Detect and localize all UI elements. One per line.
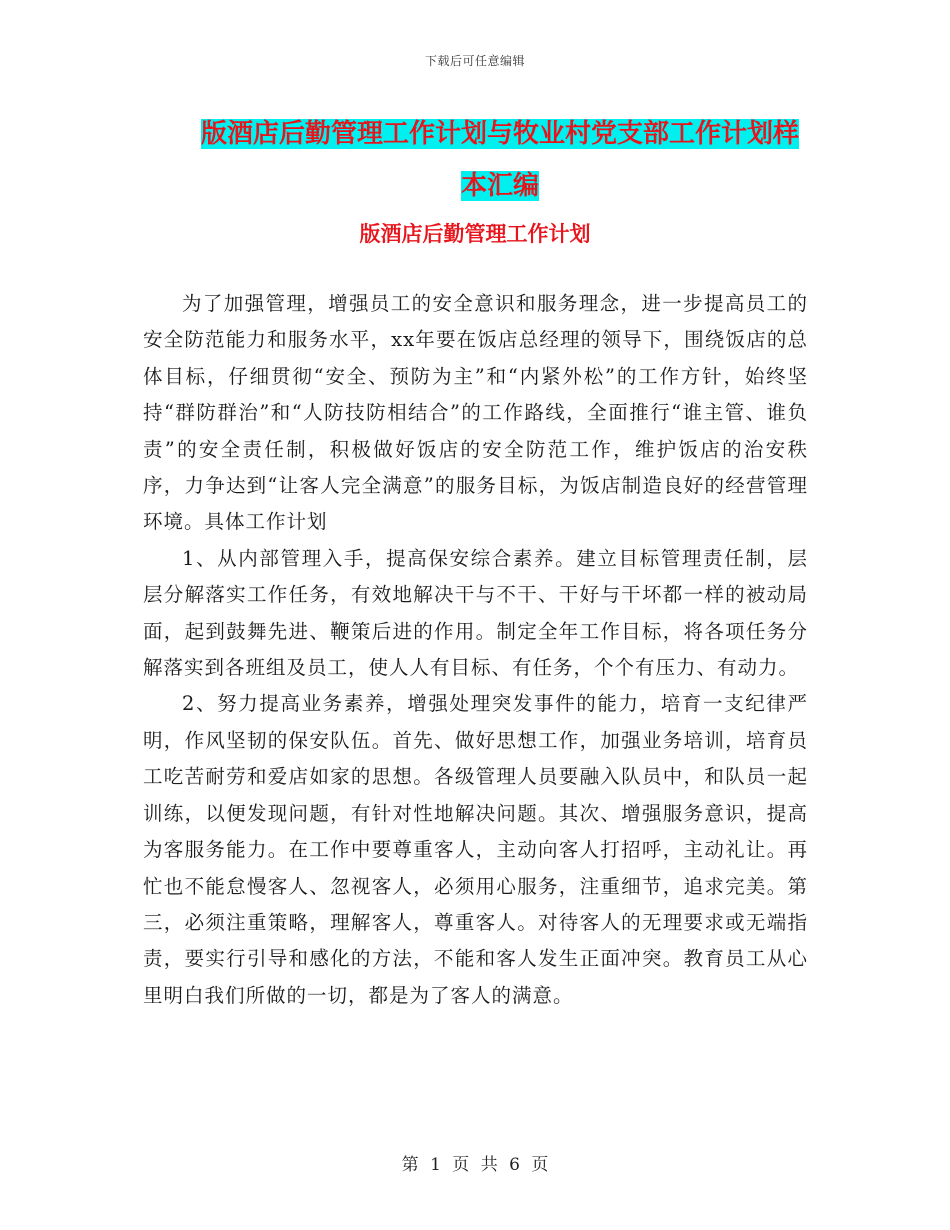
- section-title: 版酒店后勤管理工作计划: [359, 222, 591, 246]
- page-header-note: 下载后可任意编辑: [424, 54, 525, 68]
- document-title-text: 版酒店后勤管理工作计划与牧业村党支部工作计划样本汇编: [200, 119, 799, 201]
- document-title: [190, 108, 810, 212]
- paragraph-intro: 为了加强管理，增强员工的安全意识和服务理念，进一步提高员工的安全防范能力和服务水平，xx年要在饭店总经理的领导下，围绕饭店的总体目标，仔细贯彻“安全、预防为主”和“内紧外松”的工作方针，始终坚持“群防群治”和“人防技防相结合”的工作路线，全面推行“谁主管、谁负责”的安全责任制，积极做好饭店的安全防范工作，维护饭店的治安秩序，力争达到“让客人完全满意”的服务目标，为饭店制造良好的经营管理环境。具体工作计划: [143, 292, 808, 534]
- page-number-footer: 第 1 页 共 6 页: [401, 1155, 549, 1175]
- document-body: [143, 286, 808, 1014]
- paragraph-item-2: 2、努力提高业务素养，增强处理突发事件的能力，培育一支纪律严明，作风坚韧的保安队伍。首先、做好思想工作，加强业务培训，培育员工吃苦耐劳和爱店如家的思想。各级管理人员要融入队员中，和队员一起训练，以便发现问题，有针对性地解决问题。其次、增强服务意识，提高为客服务能力。在工作中要尊重客人，主动向客人打招呼，主动礼让。再忙也不能怠慢客人、忽视客人，必须用心服务，注重细节，追求完美。第三，必须注重策略，理解客人，尊重客人。对待客人的无理要求或无端指责，要实行引导和感化的方法，不能和客人发生正面冲突。教育员工从心里明白我们所做的一切，都是为了客人的满意。: [143, 692, 808, 1007]
- paragraph-item-1: 1、从内部管理入手，提高保安综合素养。建立目标管理责任制，层层分解落实工作任务，有效地解决干与不干、干好与干坏都一样的被动局面，起到鼓舞先进、鞭策后进的作用。制定全年工作目标，将各项任务分解落实到各班组及员工，使人人有目标、有任务，个个有压力、有动力。: [143, 546, 808, 680]
